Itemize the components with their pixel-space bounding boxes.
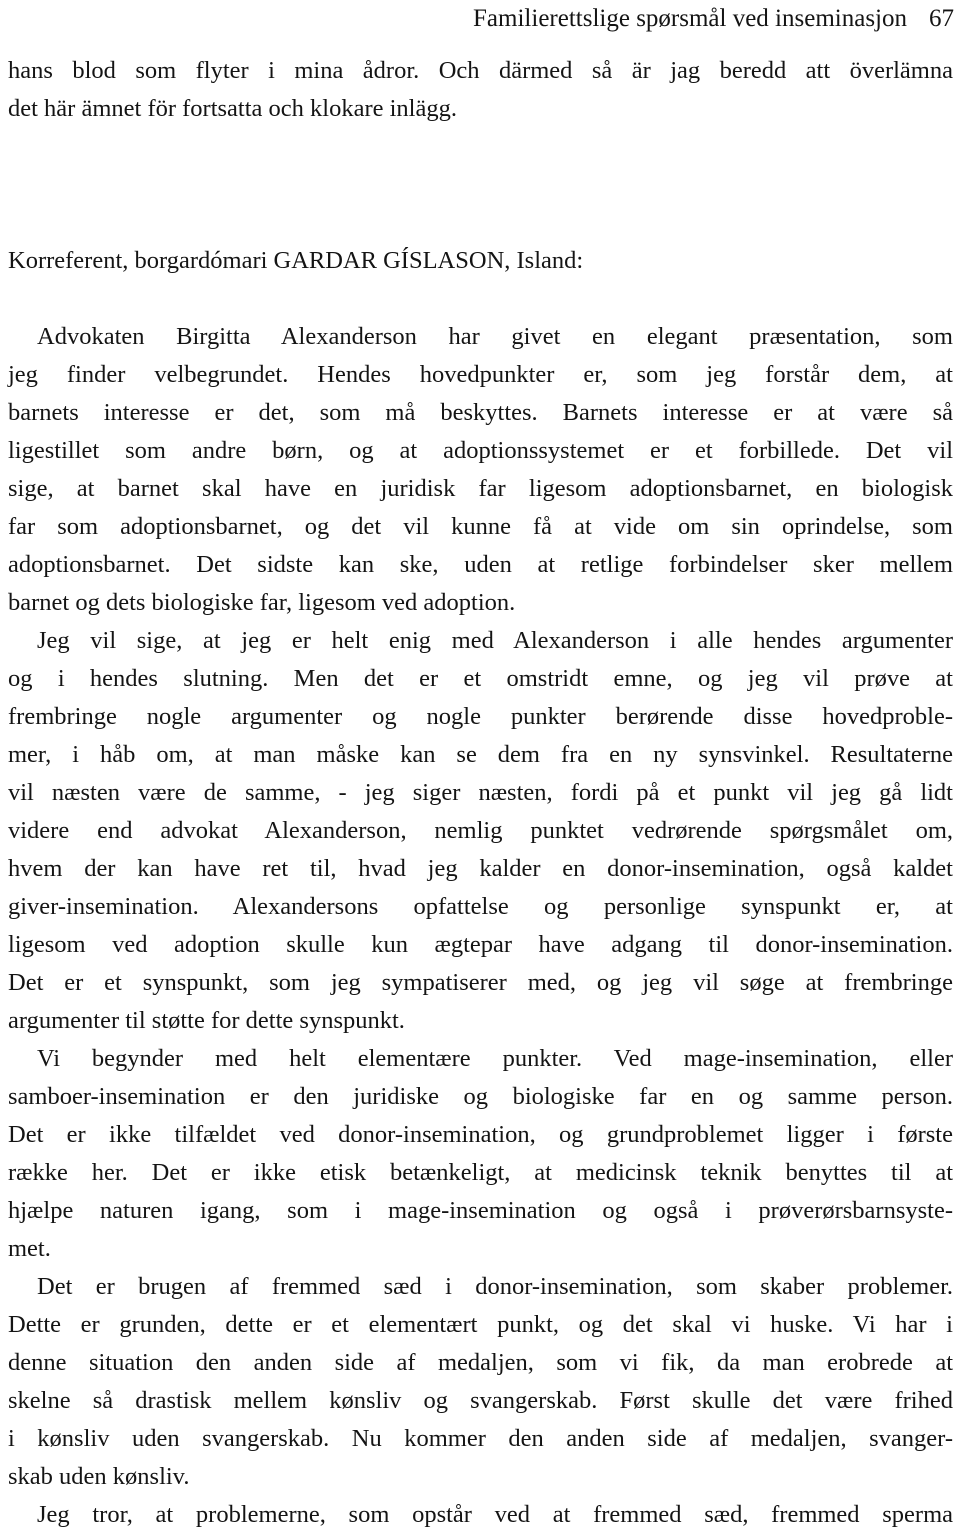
text-line: jeg finder velbegrundet. Hendes hovedpunkter er, som jeg forstår dem, at xyxy=(8,361,953,388)
text-line: hvem der kan have ret til, hvad jeg kalder en donor-insemination, også kaldet xyxy=(8,855,953,882)
text-line: Det er et synspunkt, som jeg sympatiserer med, og jeg vil søge at frembringe xyxy=(8,969,953,996)
text-line: adoptionsbarnet. Det sidste kan ske, uden at retlige forbindelser sker mellem xyxy=(8,551,953,578)
text-line: barnet og dets biologiske far, ligesom ved adoption. xyxy=(8,589,516,616)
text-line: videre end advokat Alexanderson, nemlig punktet vedrørende spørgsmålet om, xyxy=(8,817,953,844)
text-line: Advokaten Birgitta Alexanderson har givet en elegant præsentation, som xyxy=(37,323,953,350)
text-line: barnets interesse er det, som må beskyttes. Barnets interesse er at være så xyxy=(8,399,953,426)
text-line: ligesom ved adoption skulle kun ægtepar have adgang til donor-insemination. xyxy=(8,931,953,958)
text-line: Jeg vil sige, at jeg er helt enig med Alexanderson i alle hendes argumenter xyxy=(37,627,953,654)
text-line: mer, i håb om, at man måske kan se dem fra en ny synsvinkel. Resultaterne xyxy=(8,741,953,768)
text-line: Det er ikke tilfældet ved donor-insemination, og grundproblemet ligger i første xyxy=(8,1121,953,1148)
text-line: Jeg tror, at problemerne, som opstår ved at fremmed sæd, fremmed sperma xyxy=(37,1501,953,1528)
text-line: Vi begynder med helt elementære punkter. Ved mage-insemination, eller xyxy=(37,1045,953,1072)
text-line: frembringe nogle argumenter og nogle punkter berørende disse hovedproble- xyxy=(8,703,953,730)
text-line: vil næsten være de samme, - jeg siger næsten, fordi på et punkt vil jeg gå lidt xyxy=(8,779,953,806)
text-line: række her. Det er ikke etisk betænkeligt, at medicinsk teknik benyttes til at xyxy=(8,1159,953,1186)
text-line: far som adoptionsbarnet, og det vil kunne få at vide om sin oprindelse, som xyxy=(8,513,953,540)
text-line: denne situation den anden side af medaljen, som vi fik, da man erobrede at xyxy=(8,1349,953,1376)
text-line: Dette er grunden, dette er et elementært punkt, og det skal vi huske. Vi har i xyxy=(8,1311,953,1338)
text-line: sige, at barnet skal have en juridisk far ligesom adoptionsbarnet, en biologisk xyxy=(8,475,953,502)
text-line: det här ämnet för fortsatta och klokare inlägg. xyxy=(8,95,457,122)
text-line: argumenter til støtte for dette synspunkt. xyxy=(8,1007,405,1034)
text-line: ligestillet som andre børn, og at adoptionssystemet er et forbillede. Det vil xyxy=(8,437,953,464)
text-line: og i hendes slutning. Men det er et omstridt emne, og jeg vil prøve at xyxy=(8,665,953,692)
running-header xyxy=(473,4,954,34)
text-line: Korreferent, borgardómari GARDAR GÍSLASON, Island: xyxy=(8,247,584,274)
text-line: met. xyxy=(8,1235,51,1262)
text-line: Det er brugen af fremmed sæd i donor-insemination, som skaber problemer. xyxy=(37,1273,953,1300)
running-title: Familierettslige spørsmål ved inseminasjon xyxy=(473,5,907,32)
text-line: skelne så drastisk mellem kønsliv og svangerskab. Først skulle det være frihed xyxy=(8,1387,953,1414)
text-line: hjælpe naturen igang, som i mage-insemination og også i prøverørsbarnsyste- xyxy=(8,1197,953,1224)
page-number: 67 xyxy=(929,5,954,32)
text-line: giver-insemination. Alexandersons opfattelse og personlige synspunkt er, at xyxy=(8,893,953,920)
text-line: skab uden kønsliv. xyxy=(8,1463,190,1490)
text-line: samboer-insemination er den juridiske og biologiske far en og samme person. xyxy=(8,1083,953,1110)
text-line: i kønsliv uden svangerskab. Nu kommer den anden side af medaljen, svanger- xyxy=(8,1425,953,1452)
text-line: hans blod som flyter i mina ådror. Och därmed så är jag beredd att överlämna xyxy=(8,57,953,84)
